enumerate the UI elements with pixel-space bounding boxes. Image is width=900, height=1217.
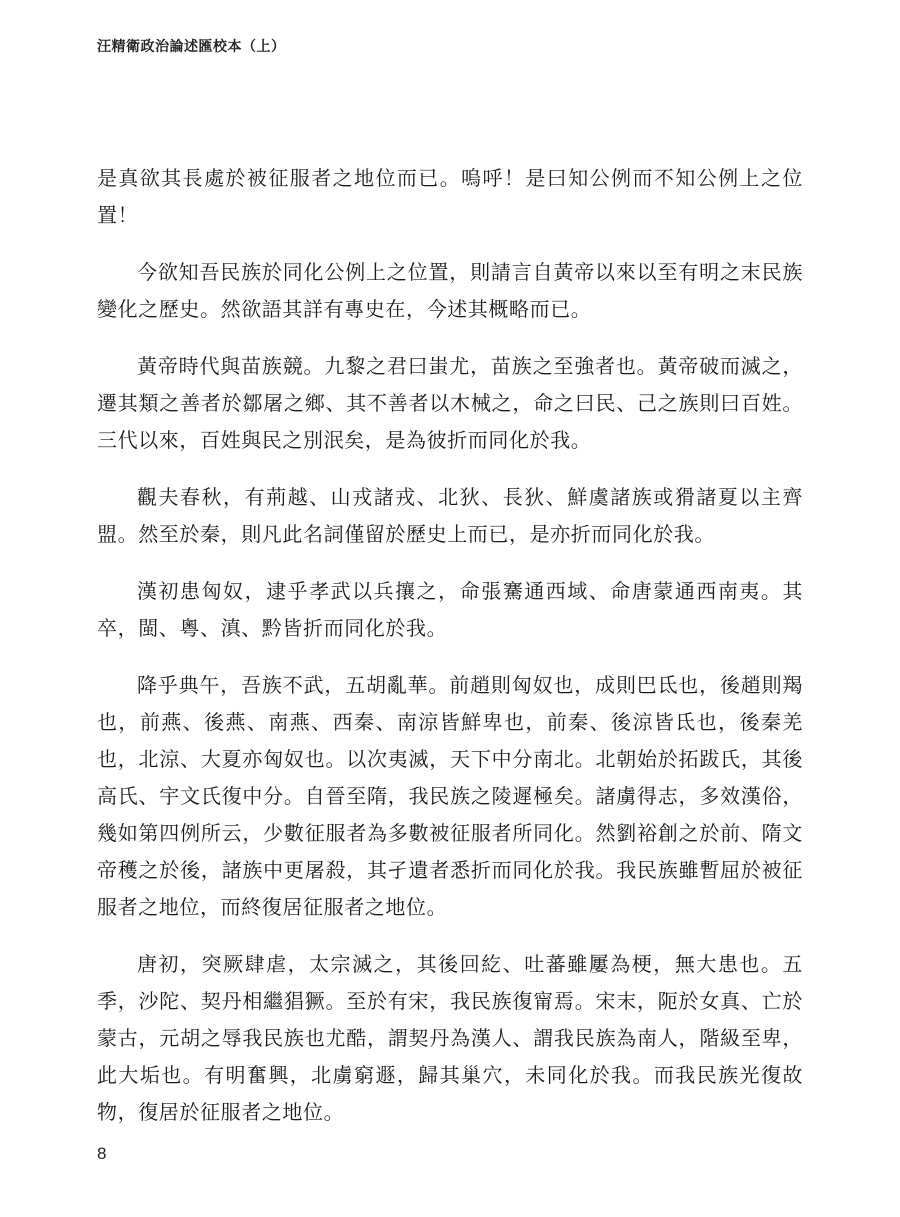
paragraph-5: 漢初患匈奴，逮乎孝武以兵攘之，命張騫通西域、命唐蒙通西南夷。其卒，閩、粵、滇、黔皆折而同化於我。 [97,579,803,640]
paragraph-3: 黃帝時代與苗族競。九黎之君曰蚩尤，苗族之至強者也。黃帝破而滅之，遷其類之善者於鄒屠之鄉、其不善者以木械之，命之曰民、己之族則曰百姓。三代以來，百姓與民之別泯矣，是為彼折而同化於我。 [97,354,803,452]
running-header: 汪精衛政治論述匯校本（上） [97,39,286,55]
page-number: 8 [97,1144,107,1163]
paragraph-4: 觀夫春秋，有荊越、山戎諸戎、北狄、長狄、鮮虞諸族或猾諸夏以主齊盟。然至於秦，則凡此名詞僅留於歷史上而已，是亦折而同化於我。 [97,485,803,546]
paragraph-1: 是真欲其長處於被征服者之地位而已。嗚呼！是曰知公例而不知公例上之位置！ [97,166,803,227]
paragraph-6: 降乎典午，吾族不武，五胡亂華。前趙則匈奴也，成則巴氐也，後趙則羯也，前燕、後燕、南燕、西秦、南涼皆鮮卑也，前秦、後涼皆氐也，後秦羌也，北涼、大夏亦匈奴也。以次夷滅，天下中分南北。北朝始於拓跋氏，其後高氏、宇文氏復中分。自晉至隋，我民族之陵遲極矣。諸虜得志，多效漢俗，幾如第四例所云，少數征服者為多數被征服者所同化。然劉裕創之於前、隋文帝穫之於後，諸族中更屠殺，其孑遺者悉折而同化於我。我民族雖暫屈於被征服者之地位，而終復居征服者之地位。 [97,673,803,919]
body-text [97,160,803,1151]
paragraph-7: 唐初，突厥肆虐，太宗滅之，其後回紇、吐蕃雖屢為梗，無大患也。五季，沙陀、契丹相繼猖獗。至於有宋，我民族復甯焉。宋末，阨於女真、亡於蒙古，元胡之辱我民族也尤酷，謂契丹為漢人、謂我民族為南人，階級至卑，此大垢也。有明奮興，北虜窮遯，歸其巢穴，未同化於我。而我民族光復故物，復居於征服者之地位。 [97,952,803,1124]
paragraph-2: 今欲知吾民族於同化公例上之位置，則請言自黃帝以來以至有明之末民族變化之歷史。然欲語其詳有專史在，今述其概略而已。 [97,260,803,321]
